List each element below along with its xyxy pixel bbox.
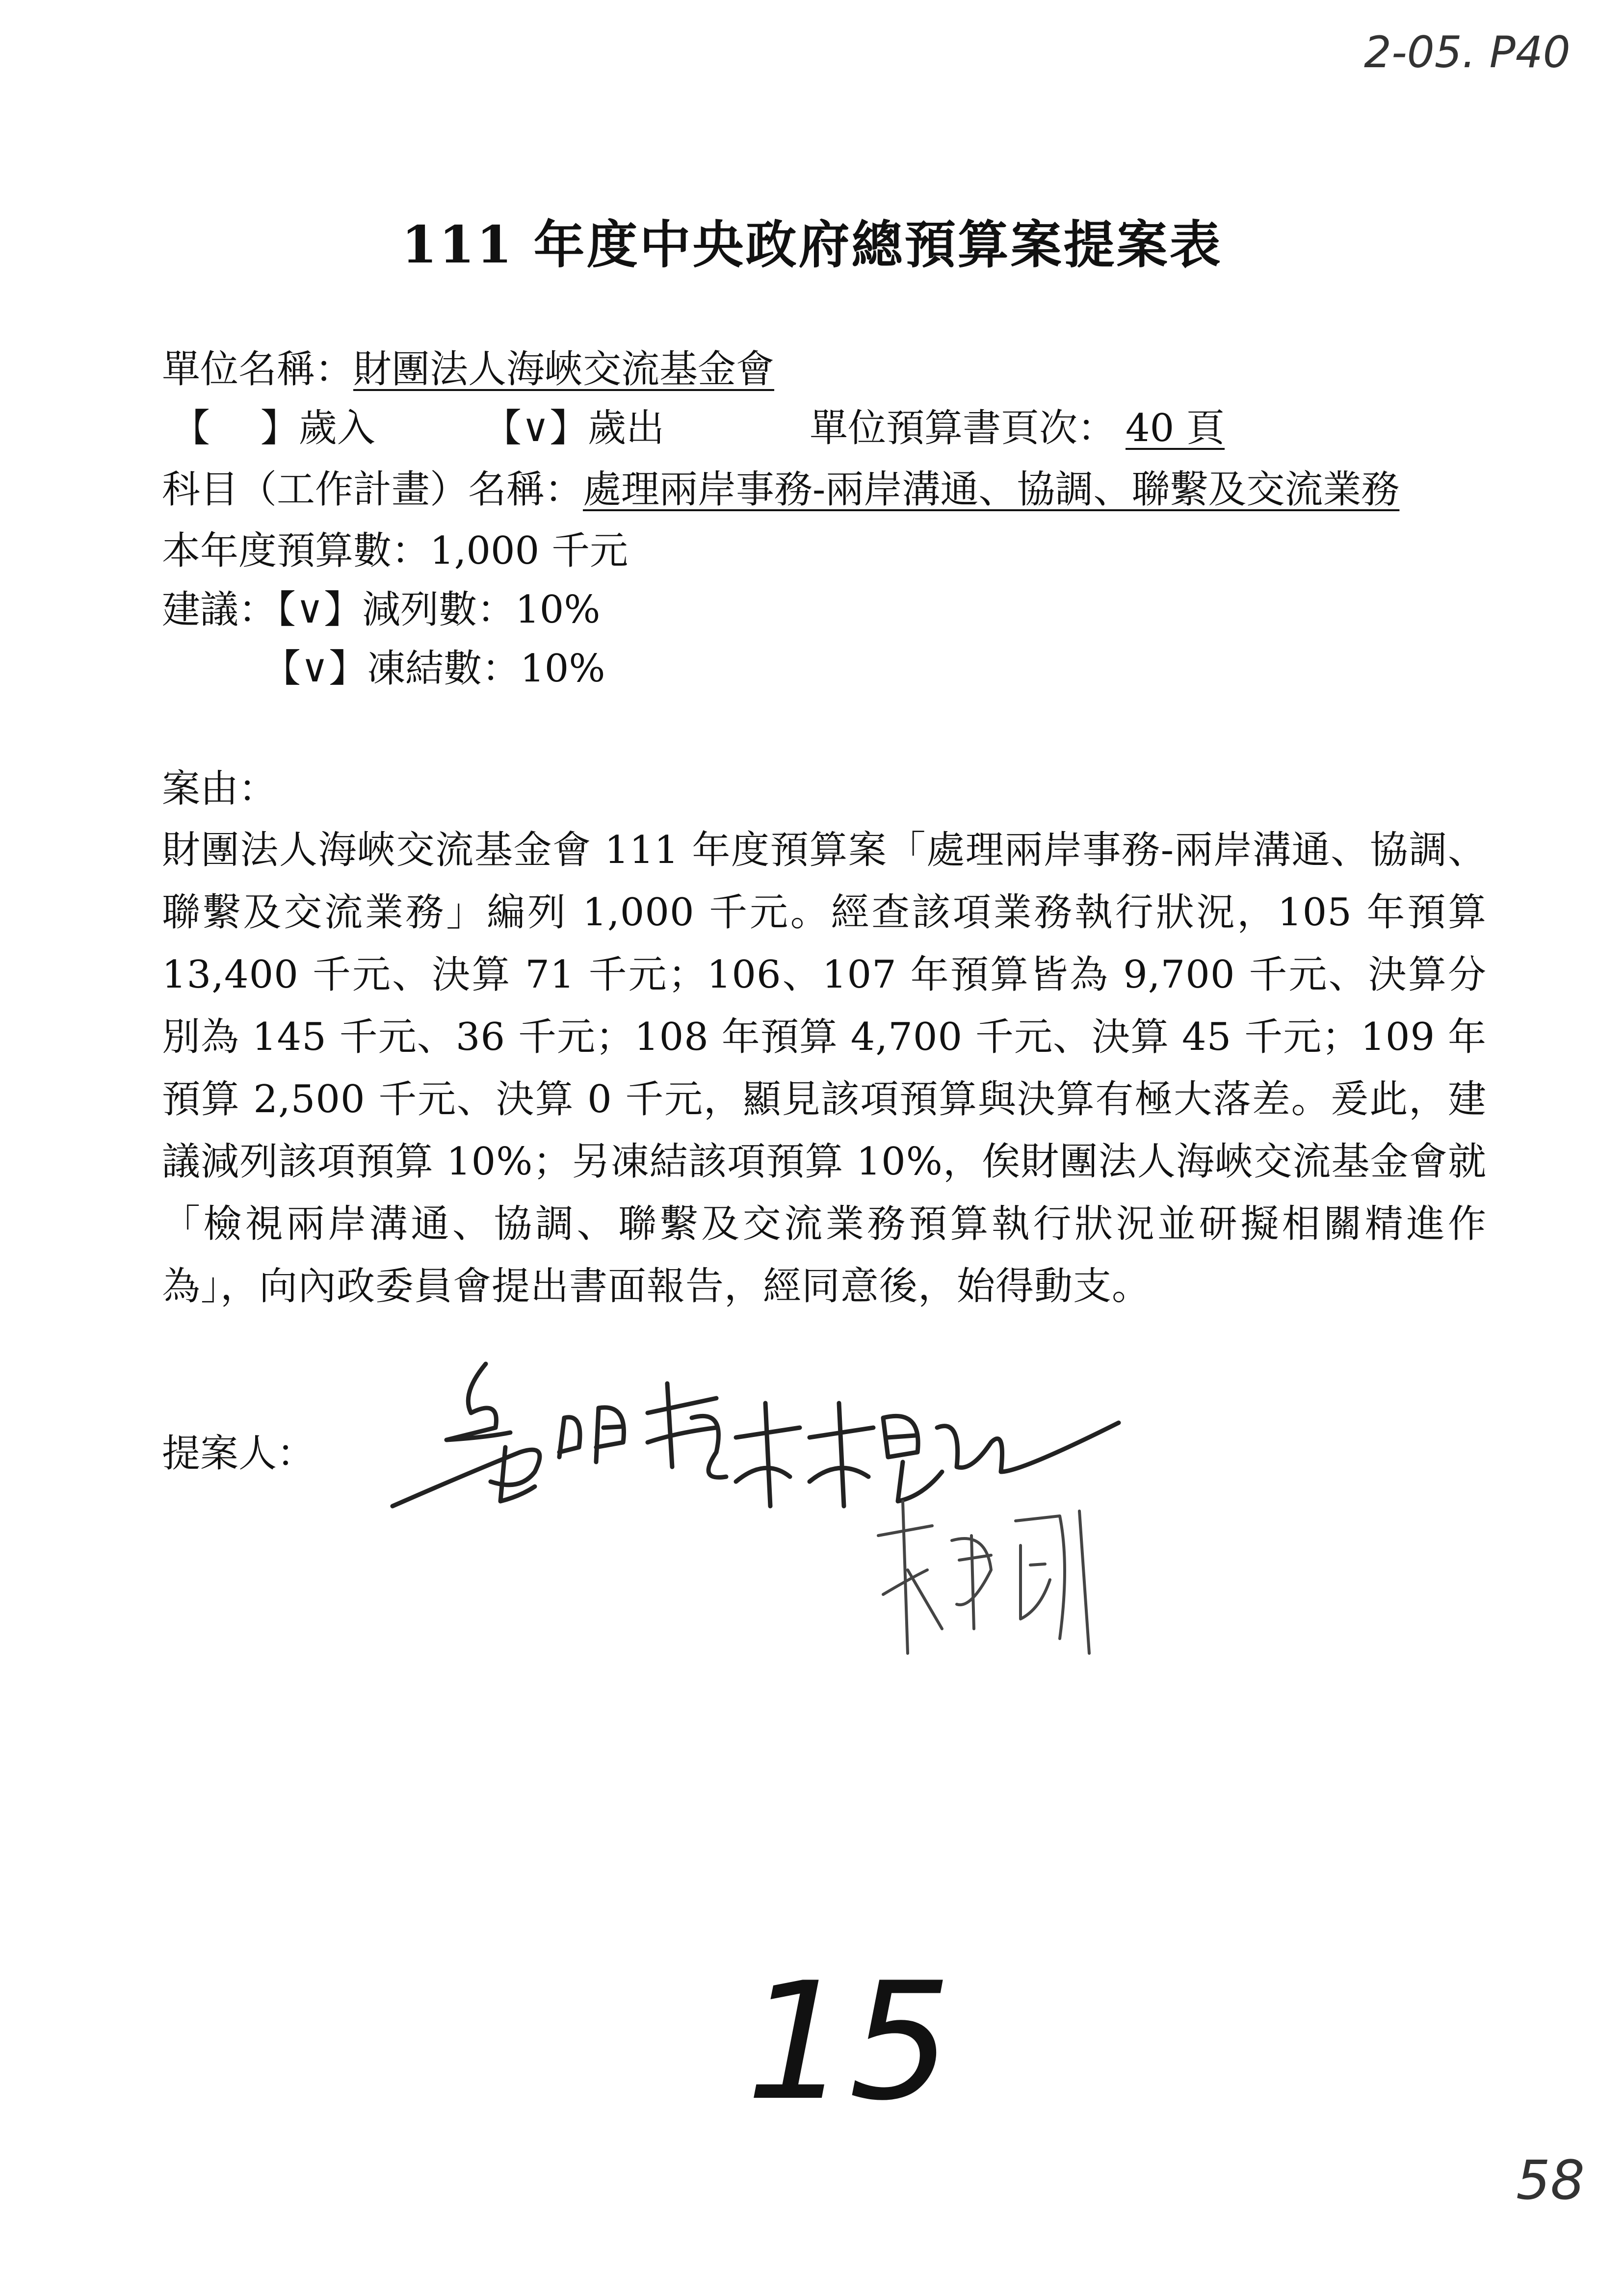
- suggestion-label: 建議：: [162, 588, 277, 632]
- page-ref-row: [810, 397, 1244, 452]
- revenue-label: 歲入: [298, 406, 375, 450]
- signature-3: [873, 1491, 1148, 1678]
- expense-checkbox: 【∨】: [483, 406, 588, 450]
- revenue-row: [172, 397, 375, 452]
- page-ref-label: 單位預算書頁次：: [810, 406, 1116, 450]
- subject-value: 處理兩岸事務-兩岸溝通、協調、聯繫及交流業務: [583, 468, 1400, 512]
- expense-row: [483, 397, 664, 452]
- page-title: 111 年度中央政府總預算案提案表: [401, 214, 1223, 275]
- reduce-value: 減列數：10%: [362, 588, 601, 632]
- reason-heading: 案由：: [162, 767, 277, 811]
- budget-amount: 本年度預算數：1,000 千元: [162, 529, 629, 573]
- revenue-checkbox: 【 】: [172, 406, 299, 450]
- reason-body: 財團法人海峽交流基金會 111 年度預算案「處理兩岸事務-兩岸溝通、協調、聯繫及交流業務」編列 1,000 千元。經查該項業務執行狀況，105 年預算 13,400 千元、決算 71 千元；106、107 年預算皆為 9,700 千元、決算分別為 145 千元、36 千元；108 年預算 4,700 千元、決算 45 千元；109 年預算 2,500 千元、決算 0 千元，顯見該項預算與決算有極大落差。爰此，建議減列該項預算 10%；另凍結該項預算 10%，俟財團法人海峽交流基金會就「檢視兩岸溝通、協調、聯繫及交流業務預算執行狀況並研擬相關精進作為」，向內政委員會提出書面報告，經同意後，始得動支。: [162, 828, 1487, 1308]
- expense-label: 歲出: [588, 406, 665, 450]
- page-ref-value: 40 頁: [1126, 406, 1225, 450]
- suggestion-freeze-row: [262, 638, 605, 693]
- proposer-label: 提案人：: [162, 1432, 315, 1476]
- unit-label: 單位名稱：: [162, 347, 354, 391]
- reduce-checkbox: 【∨】: [277, 588, 363, 632]
- subject-row: [162, 459, 1399, 514]
- freeze-value: 凍結數：10%: [367, 647, 605, 691]
- margin-note: 2-05. P40: [1364, 27, 1571, 78]
- subject-label: 科目（工作計畫）名稱：: [162, 468, 583, 512]
- unit-value: 財團法人海峽交流基金會: [353, 347, 775, 391]
- suggestion-reduce-row: [162, 579, 600, 634]
- corner-number: 58: [1516, 2149, 1585, 2212]
- freeze-checkbox: 【∨】: [262, 647, 367, 691]
- handwritten-page-number: 15: [746, 1948, 952, 2136]
- unit-row: [162, 339, 774, 393]
